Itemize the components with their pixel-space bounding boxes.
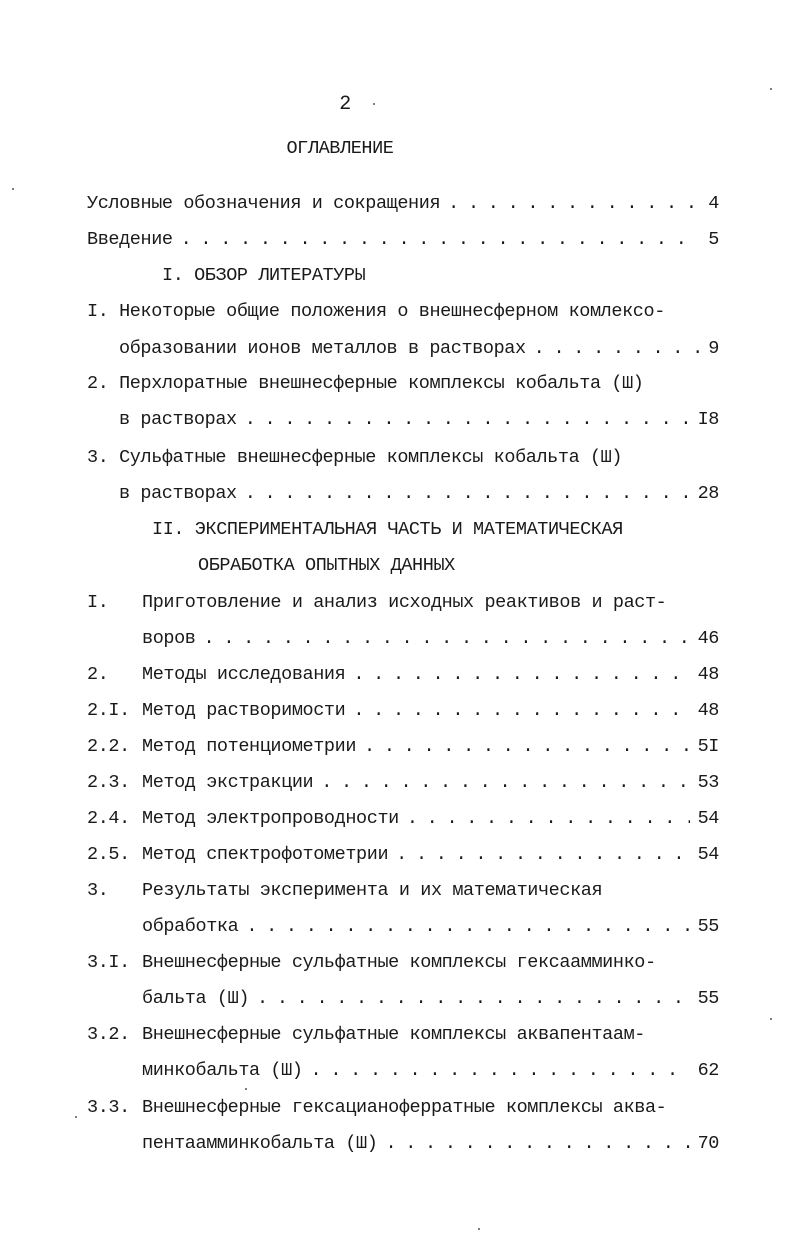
toc-entry-text: обработка bbox=[142, 916, 239, 937]
toc-entry-text: воров bbox=[142, 628, 196, 649]
toc-entry-abbreviations bbox=[87, 192, 719, 216]
toc-entry-2-3-2 bbox=[142, 1059, 719, 1083]
toc-entry-text: Результаты эксперимента и их математическая bbox=[142, 880, 603, 901]
toc-entry-text: Метод растворимости bbox=[142, 700, 346, 721]
toc-entry-number: 2.4. bbox=[87, 808, 130, 829]
toc-entry-text: 2. Перхлоратные внешнесферные комплексы кобальта (Ш) bbox=[87, 373, 644, 394]
toc-entry-page: 46 bbox=[697, 628, 719, 649]
section-heading-2: II. ЭКСПЕРИМЕНТАЛЬНАЯ ЧАСТЬ И МАТЕМАТИЧЕСКАЯ bbox=[152, 519, 623, 540]
toc-entry-page: I8 bbox=[697, 409, 719, 430]
section-heading-2-cont: ОБРАБОТКА ОПЫТНЫХ ДАННЫХ bbox=[198, 555, 455, 576]
toc-entry-2-3-3 bbox=[142, 1132, 719, 1156]
toc-entry-text: образовании ионов металлов в растворах bbox=[119, 338, 526, 359]
toc-entry-text: Метод электропроводности bbox=[142, 808, 399, 829]
toc-entry-page: 5 bbox=[708, 229, 719, 250]
toc-entry-text: I. Некоторые общие положения о внешнесферном комлексо- bbox=[87, 301, 665, 322]
toc-entry-page: 9 bbox=[708, 338, 719, 359]
toc-entry-2-3 bbox=[142, 915, 719, 939]
toc-entry-1-1 bbox=[119, 337, 719, 361]
toc-entry-page: 48 bbox=[697, 700, 719, 721]
toc-entry-text: 3. Сульфатные внешнесферные комплексы кобальта (Ш) bbox=[87, 447, 623, 468]
toc-entry-number: 2.3. bbox=[87, 772, 130, 793]
toc-entry-page: 54 bbox=[697, 808, 719, 829]
toc-entry-2-1 bbox=[142, 627, 719, 651]
toc-entry-page: 55 bbox=[697, 988, 719, 1009]
toc-entry-2-2-5 bbox=[142, 843, 719, 867]
toc-entry-text: Метод экстракции bbox=[142, 772, 314, 793]
toc-entry-text: Метод спектрофотометрии bbox=[142, 844, 389, 865]
scan-speck bbox=[12, 188, 14, 190]
toc-entry-text: Введение bbox=[87, 229, 173, 250]
toc-entry-page: 5I bbox=[697, 736, 719, 757]
section-heading-1: I. ОБЗОР ЛИТЕРАТУРЫ bbox=[162, 265, 366, 286]
toc-entry-text: пентаамминкобальта (Ш) bbox=[142, 1133, 378, 1154]
toc-entry-page: 28 bbox=[697, 483, 719, 504]
toc-entry-2-3-1 bbox=[142, 987, 719, 1011]
toc-entry-text: в растворах bbox=[119, 409, 237, 430]
toc-entry-number: 3.2. bbox=[87, 1024, 130, 1045]
toc-entry-text: бальта (Ш) bbox=[142, 988, 250, 1009]
toc-entry-page: 54 bbox=[697, 844, 719, 865]
toc-entry-introduction bbox=[87, 228, 719, 252]
page-number: 2 bbox=[339, 93, 351, 116]
toc-entry-2-2 bbox=[142, 663, 719, 687]
scan-speck bbox=[770, 1018, 772, 1020]
toc-entry-text: Приготовление и анализ исходных реактивов и раст- bbox=[142, 592, 667, 613]
toc-entry-2-2-4 bbox=[142, 807, 719, 831]
toc-entry-text: Метод потенциометрии bbox=[142, 736, 357, 757]
toc-entry-page: 70 bbox=[697, 1133, 719, 1154]
toc-entry-number: 2.5. bbox=[87, 844, 130, 865]
scan-speck bbox=[245, 1088, 247, 1090]
toc-entry-page: 4 bbox=[708, 193, 719, 214]
toc-entry-2-2-3 bbox=[142, 771, 719, 795]
toc-entry-number: 2.I. bbox=[87, 700, 130, 721]
toc-entry-page: 53 bbox=[697, 772, 719, 793]
scan-speck bbox=[770, 88, 772, 90]
toc-entry-text: Методы исследования bbox=[142, 664, 346, 685]
toc-entry-number: 3. bbox=[87, 880, 109, 901]
toc-entry-number: 2. bbox=[87, 664, 109, 685]
toc-entry-number: 3.I. bbox=[87, 952, 130, 973]
toc-entry-text: Внешнесферные сульфатные комплексы гексаамминко- bbox=[142, 952, 656, 973]
toc-heading: ОГЛАВЛЕНИЕ bbox=[286, 138, 394, 159]
toc-entry-text: минкобальта (Ш) bbox=[142, 1060, 303, 1081]
toc-entry-2-2-2 bbox=[142, 735, 719, 759]
toc-entry-1-2 bbox=[119, 408, 719, 432]
toc-entry-2-2-1 bbox=[142, 699, 719, 723]
scan-speck bbox=[478, 1228, 480, 1230]
toc-entry-text: Условные обозначения и сокращения bbox=[87, 193, 441, 214]
scan-speck bbox=[373, 103, 375, 105]
scan-speck bbox=[75, 1116, 77, 1118]
toc-entry-number: 3.3. bbox=[87, 1097, 130, 1118]
toc-entry-1-3 bbox=[119, 482, 719, 506]
toc-entry-text: Внешнесферные гексацианоферратные комплексы аква- bbox=[142, 1097, 667, 1118]
toc-entry-page: 55 bbox=[697, 916, 719, 937]
toc-entry-text: в растворах bbox=[119, 483, 237, 504]
toc-entry-number: I. bbox=[87, 592, 109, 613]
toc-entry-page: 62 bbox=[697, 1060, 719, 1081]
toc-entry-text: Внешнесферные сульфатные комплексы аквапентаам- bbox=[142, 1024, 645, 1045]
toc-entry-page: 48 bbox=[697, 664, 719, 685]
toc-entry-number: 2.2. bbox=[87, 736, 130, 757]
